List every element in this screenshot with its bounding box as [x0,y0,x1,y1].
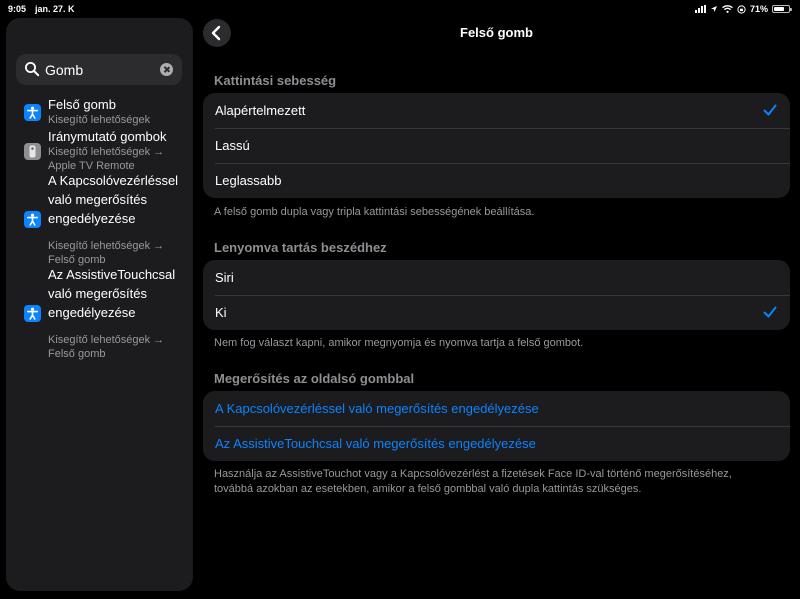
search-field[interactable] [16,54,182,85]
section-footer-press-hold: Nem fog választ kapni, amikor megnyomja és nyomva tartja a felső gombot. [214,337,584,349]
status-date: jan. 27. K [35,4,75,14]
magnifyingglass-icon [24,61,40,77]
result-title: Az AssistiveTouchcsal való megerősítés engedélyezése [48,267,176,320]
accessibility-icon [24,104,41,121]
option-ki[interactable] [203,295,790,330]
section-header-side-confirm: Megerősítés az oldalsó gombbal [214,371,415,386]
battery-fill [774,7,784,11]
remote-icon [24,143,41,160]
section-footer-click-speed: A felső gomb dupla vagy tripla kattintási sebességének beállítása. [214,206,535,218]
checkmark-icon [763,103,777,117]
result-title: Iránymutató gombok [48,129,167,144]
result-subtitle: Kisegítő lehetőségek → Apple TV Remote [48,146,165,172]
search-input[interactable] [45,54,153,85]
wifi-icon [722,5,733,13]
link-assistivetouch[interactable] [203,426,790,461]
result-subtitle: Kisegítő lehetőségek [48,114,151,126]
accessibility-icon [24,211,41,228]
checkmark-icon [763,305,777,319]
option-leglassabb[interactable] [203,163,790,198]
link-label: Az AssistiveTouchcsal való megerősítés engedélyezése [215,436,536,451]
option-label: Siri [215,270,234,285]
page-title: Felső gomb [460,25,533,40]
option-label: Ki [215,305,227,320]
option-label: Lassú [215,138,250,153]
link-kapcsolovezerles[interactable] [203,391,790,426]
result-title: Felső gomb [48,97,116,112]
result-subtitle: Kisegítő lehetőségek → Felső gomb [48,240,165,266]
accessibility-icon [24,305,41,322]
battery-percent: 71% [749,4,768,14]
option-alapertelmezett[interactable] [203,93,790,128]
option-label: Alapértelmezett [215,103,306,118]
clear-search-icon[interactable] [160,63,173,76]
main-content [193,18,800,599]
option-lassu[interactable] [203,128,790,163]
screen-lock-icon [737,5,746,14]
result-title: A Kapcsolóvezérléssel való megerősítés engedélyezése [48,173,179,226]
status-bar [0,0,800,18]
section-footer-side-confirm: Használja az AssistiveTouchot vagy a Kapcsolóvezérlést a fizetések Face ID-val történő megerősítéséhez, továbbá azokban az esetekben, amikor a felső gombbal való dupla kattintás szükséges. [214,468,732,495]
link-label: A Kapcsolóvezérléssel való megerősítés engedélyezése [215,401,539,416]
press-hold-group [203,260,790,330]
result-subtitle: Kisegítő lehetőségek → Felső gomb [48,334,165,360]
section-header-click-speed: Kattintási sebesség [214,73,337,88]
sidebar [6,18,193,591]
cellular-signal-icon [695,5,706,13]
option-label: Leglassabb [215,173,282,188]
location-icon [710,5,718,13]
battery-icon [772,5,790,13]
status-time: 9:05 [8,4,27,14]
click-speed-group [203,93,790,198]
side-confirm-group [203,391,790,461]
option-siri[interactable] [203,260,790,295]
section-header-press-hold: Lenyomva tartás beszédhez [214,240,387,255]
